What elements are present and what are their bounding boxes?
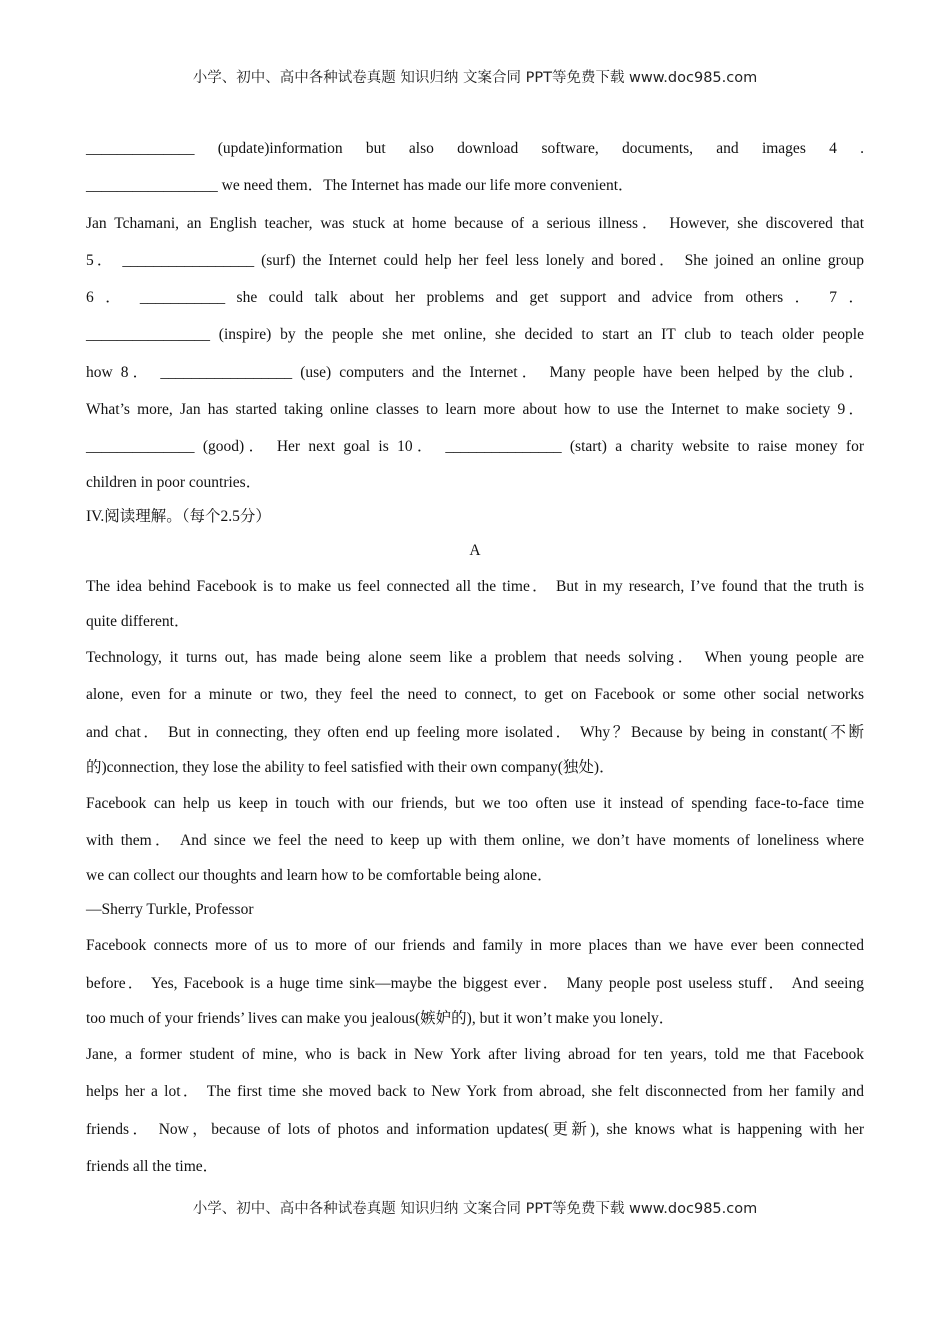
cloze-line: What’s more, Jan has started taking online classes to learn more about how to use the Internet to make society 9． (86, 401, 864, 419)
passage-line: with them． And since we feel the need to keep up with them online, we don’t have moments of loneliness where (86, 832, 864, 850)
cloze-line: how 8． _________________ (use) computers and the Internet． Many people have been helped by the club． (86, 363, 864, 381)
passage-line: Facebook can help us keep in touch with our friends, but we too often use it instead of spending face-to-face time (86, 794, 864, 812)
passage-line: friends all the time． (86, 1157, 219, 1175)
passage-line: friends． Now，because of lots of photos and information updates(更新), she knows what is happening with her (86, 1120, 864, 1138)
cloze-line: children in poor countries． (86, 473, 262, 491)
cloze-line: _________________ we need them．The Internet has made our life more convenient． (86, 177, 634, 195)
passage-line: too much of your friends’ lives can make you jealous(嫉妒的), but it won’t make you lonely． (86, 1010, 675, 1028)
passage-label: A (469, 541, 481, 559)
passage-line: and chat． But in connecting, they often end up feeling more isolated． Why？Because by being in constant(不断 (86, 723, 864, 741)
passage-line: Technology, it turns out, has made being alone seem like a problem that needs solving． When young people are (86, 648, 864, 666)
passage-attribution: —Sherry Turkle, Professor (86, 901, 254, 919)
cloze-line: 5． _________________ (surf) the Internet could help her feel less lonely and bored． She joined an online group (86, 251, 864, 269)
cloze-line: ________________ (inspire) by the people she met online, she decided to start an IT club to teach older people (86, 326, 864, 344)
passage-line: helps her a lot． The first time she moved back to New York from abroad, she felt disconnected from her family and (86, 1083, 864, 1101)
passage-line: Facebook connects more of us to more of our friends and family in more places than we have ever been connected (86, 937, 864, 955)
cloze-line: ______________ (good)． Her next goal is 10． _______________ (start) a charity website to raise money for (86, 438, 864, 456)
cloze-line: Jan Tchamani, an English teacher, was stuck at home because of a serious illness． However, she discovered that (86, 214, 864, 232)
section-heading: IV.阅读理解。（每个2.5分） (86, 507, 271, 525)
passage-line: quite different． (86, 612, 190, 630)
passage-line: The idea behind Facebook is to make us feel connected all the time． But in my research, I’ve found that the truth is (86, 577, 864, 595)
passage-line: we can collect our thoughts and learn how to be comfortable being alone． (86, 867, 553, 885)
footer-banner: 小学、初中、高中各种试卷真题 知识归纳 文案合同 PPT等免费下载 www.doc985.com (192, 1201, 758, 1217)
header-banner: 小学、初中、高中各种试卷真题 知识归纳 文案合同 PPT等免费下载 www.doc985.com (192, 70, 758, 86)
passage-line: 的)connection, they lose the ability to feel satisfied with their own company(独处)． (86, 758, 615, 776)
passage-line: before． Yes, Facebook is a huge time sink—maybe the biggest ever． Many people post useless stuff． And seeing (86, 974, 864, 992)
cloze-line: ______________ (update)information but also download software, documents, and images 4 . (86, 140, 864, 157)
passage-line: alone, even for a minute or two, they feel the need to connect, to get on Facebook or some other social networks (86, 686, 864, 704)
cloze-line: 6 ． ___________ she could talk about her problems and get support and advice from others ． 7 ． (86, 289, 864, 307)
page-content (86, 130, 864, 1185)
passage-line: Jane, a former student of mine, who is back in New York after living abroad for ten years, told me that Facebook (86, 1046, 864, 1064)
